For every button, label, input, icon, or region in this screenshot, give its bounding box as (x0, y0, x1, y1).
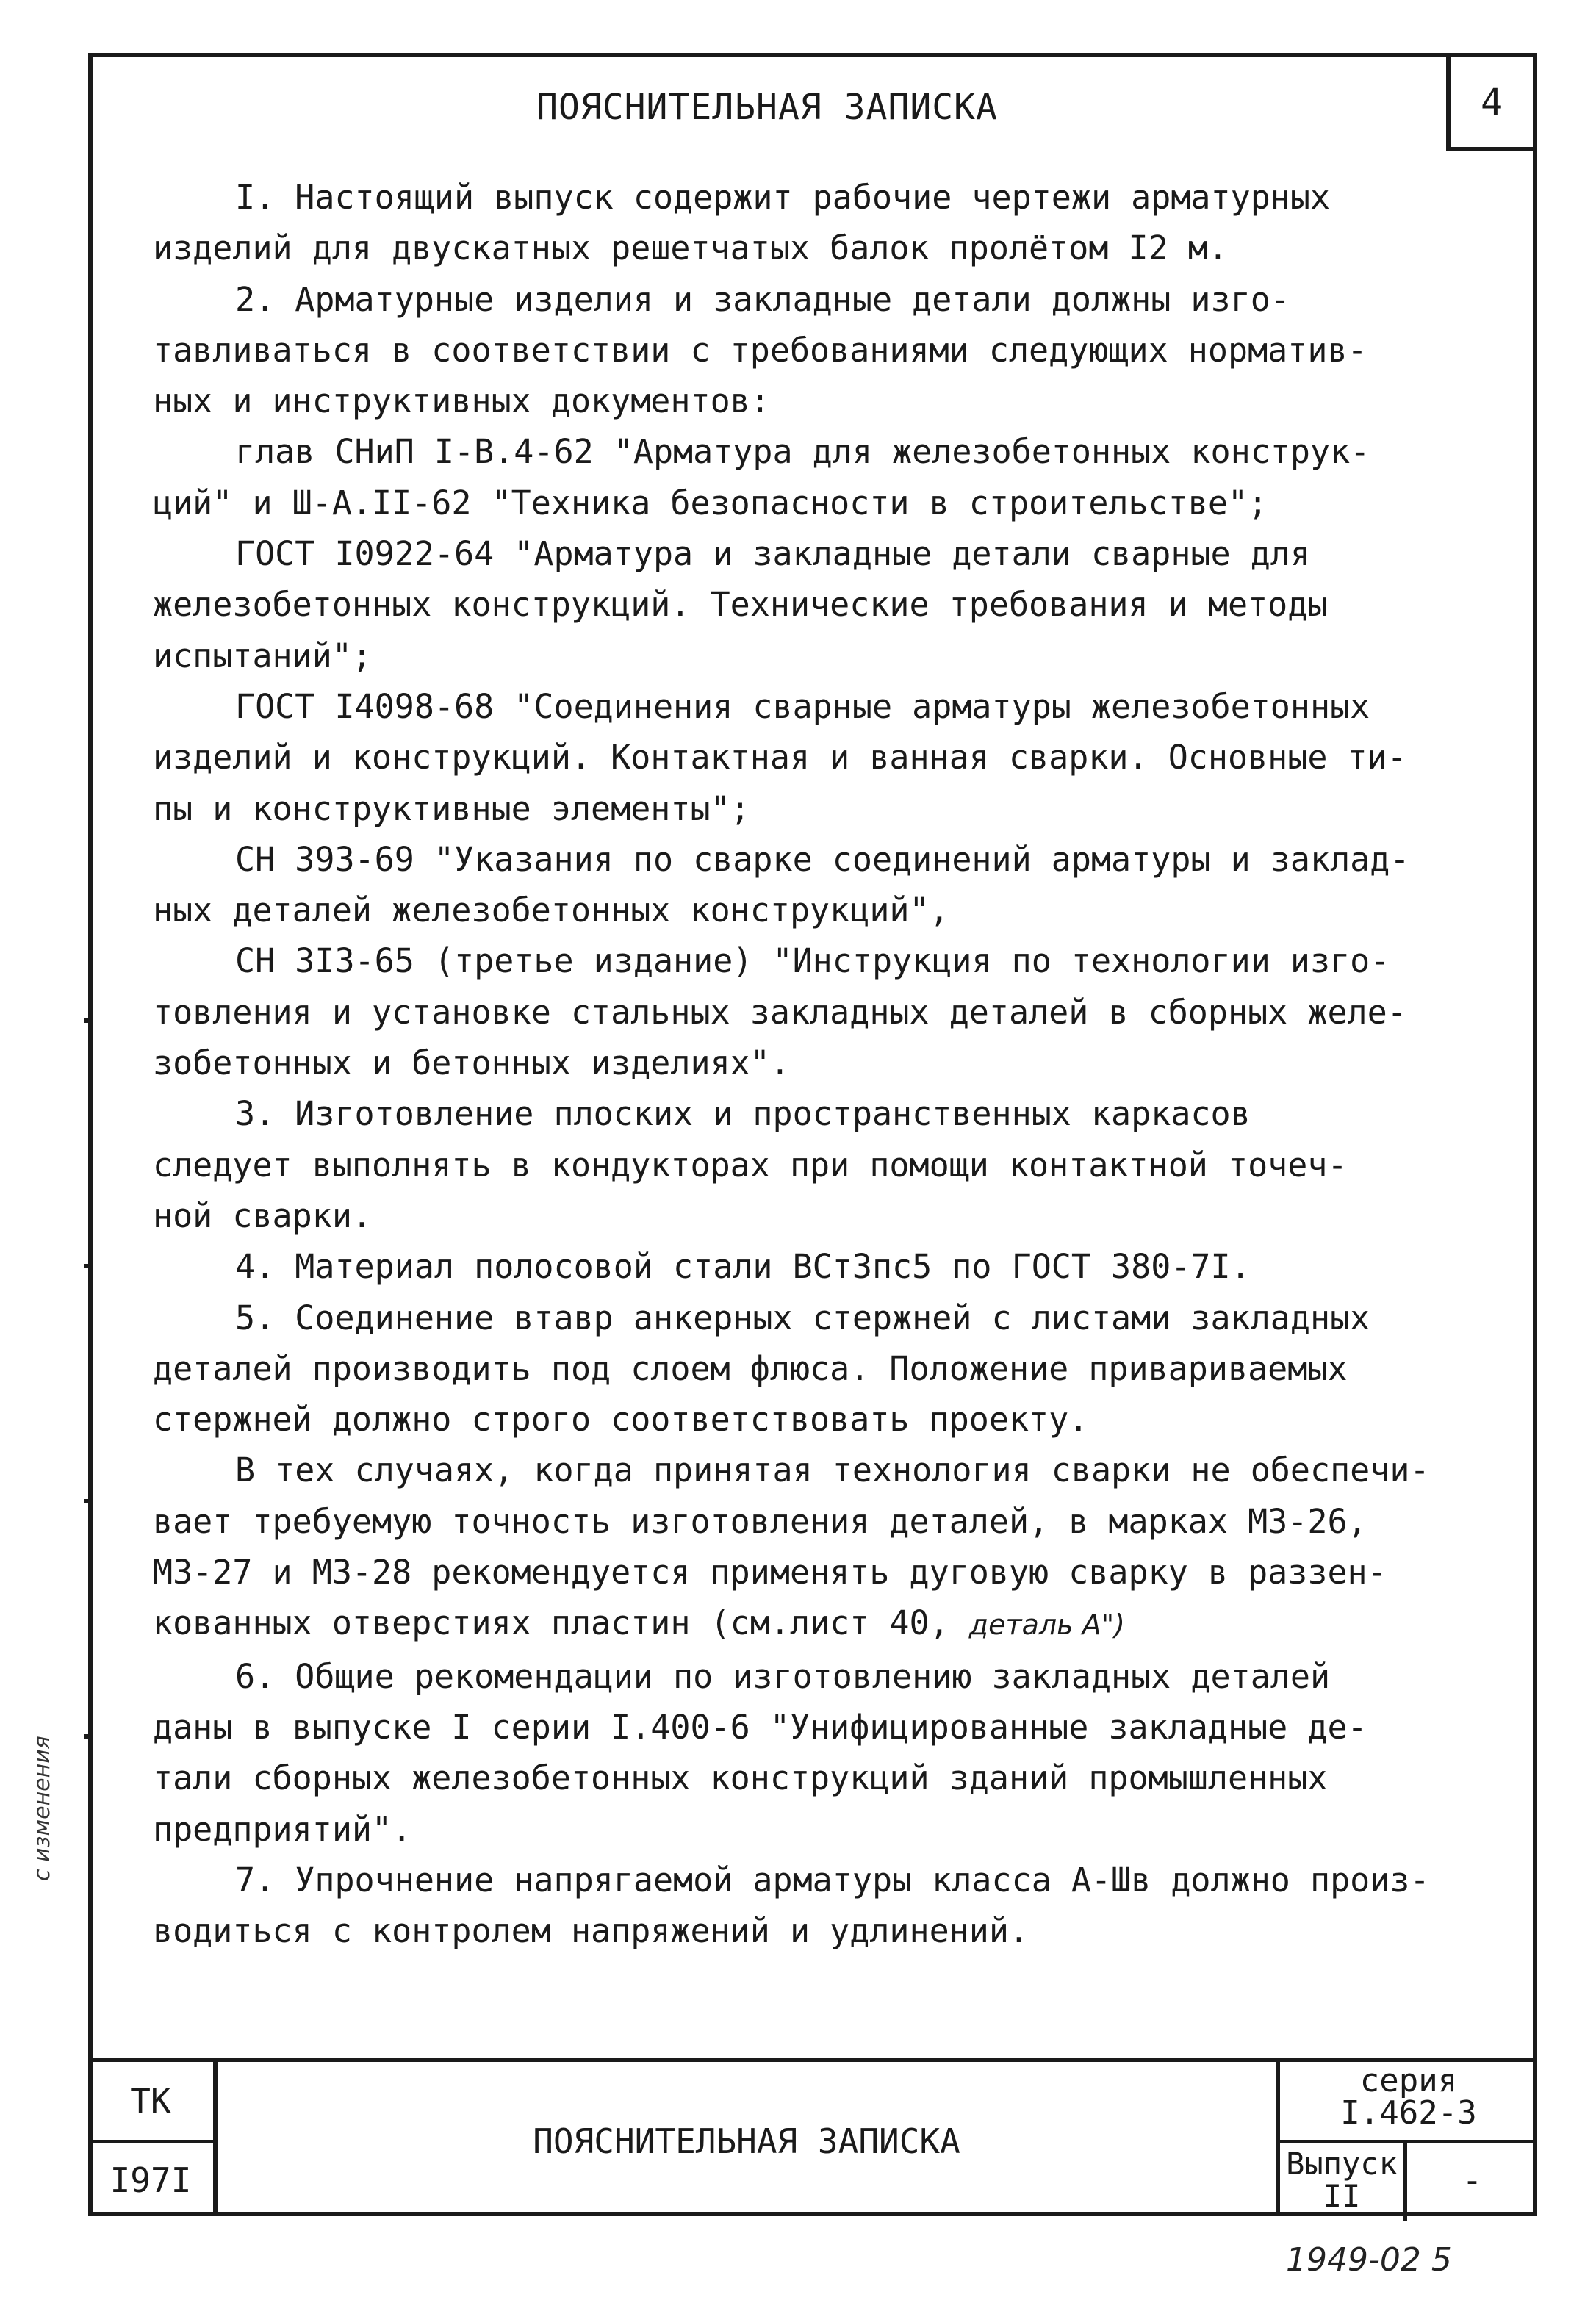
stamp-title: ПОЯСНИТЕЛЬНАЯ ЗАПИСКА (533, 2121, 960, 2161)
text-line: тали сборных железобетонных конструкций зданий промышленных (153, 1758, 1328, 1798)
text-line: следует выполнять в кондукторах при помощи контактной точеч- (153, 1145, 1348, 1185)
margin-handwritten-note: с изменения (29, 1736, 55, 1881)
text-line: 4. Материал полосовой стали ВСт3пс5 по ГОСТ 380-7I. (235, 1247, 1251, 1287)
margin-tick (84, 1499, 91, 1503)
text-line: МЗ-27 и МЗ-28 рекомендуется применять дуговую сварку в раззен- (153, 1553, 1387, 1592)
handwritten-code: 1949-02 5 (1286, 2241, 1452, 2279)
margin-tick (84, 1734, 91, 1739)
text-line: ных деталей железобетонных конструкций", (153, 891, 949, 930)
margin-tick (84, 1018, 91, 1023)
text-line: стержней должно строго соответствовать проекту. (153, 1400, 1089, 1440)
text-line: водиться с контролем напряжений и удлинений. (153, 1911, 1029, 1951)
title-block (88, 2058, 1537, 2216)
text-line: испытаний"; (153, 636, 373, 675)
handwritten-insert: деталь А") (968, 1609, 1125, 1642)
text-line: изделий для двускатных решетчатых балок пролётом I2 м. (153, 229, 1228, 268)
stamp-sheet: - (1462, 2160, 1483, 2200)
stamp-series (1280, 2062, 1537, 2140)
text-line: ГОСТ I0922-64 "Арматура и закладные детали сварные для (235, 534, 1310, 574)
text-line: 6. Общие рекомендации по изготовлению закладных деталей (235, 1656, 1331, 1696)
text-line: тавливаться в соответствии с требованиями следующих норматив- (153, 330, 1367, 370)
text-line: железобетонных конструкций. Технические требования и методы (153, 585, 1328, 625)
text-line: ных и инструктивных документов: (153, 381, 770, 421)
series-label: серия (1359, 2062, 1458, 2099)
text-line: зобетонных и бетонных изделиях". (153, 1043, 790, 1083)
stamp-org: ТК (130, 2081, 171, 2121)
text-line: 2. Арматурные изделия и закладные детали должны изго- (235, 279, 1290, 319)
text-line: В тех случаях, когда принятая технология сварки не обеспечи- (235, 1451, 1430, 1490)
text-line-main: кованных отверстиях пластин (см.лист 40, (153, 1603, 949, 1643)
issue-value: II (1323, 2178, 1361, 2214)
text-line: ной сварки. (153, 1196, 373, 1235)
text-line: даны в выпуске I серии I.400-6 "Унифицированные закладные де- (153, 1707, 1367, 1747)
text-line: товления и установке стальных закладных деталей в сборных желе- (153, 992, 1407, 1032)
stamp-issue (1280, 2143, 1403, 2217)
margin-tick (84, 1264, 91, 1268)
page-number: 4 (1446, 53, 1537, 151)
text-line: ций" и Ш-А.II-62 "Техника безопасности в строительстве"; (153, 483, 1268, 522)
series-value: I.462-3 (1340, 2094, 1477, 2132)
text-line: деталей производить под слоем флюса. Положение привариваемых (153, 1348, 1348, 1388)
text-line: СН 393-69 "Указания по сварке соединений арматуры и заклад- (235, 839, 1410, 879)
explanatory-note-body (153, 172, 1498, 1956)
text-line: предприятий". (153, 1809, 412, 1849)
text-line: изделий и конструкций. Контактная и ванная сварки. Основные ти- (153, 738, 1407, 777)
text-line (153, 1598, 1498, 1650)
text-line: вает требуемую точность изготовления деталей, в марках МЗ-26, (153, 1501, 1367, 1541)
text-line: 3. Изготовление плоских и пространственных каркасов (235, 1094, 1251, 1134)
text-line: 7. Упрочнение напрягаемой арматуры класса А-Шв должно произ- (235, 1860, 1430, 1900)
issue-label: Выпуск (1286, 2146, 1398, 2182)
text-line: I. Настоящий выпуск содержит рабочие чертежи арматурных (235, 178, 1331, 217)
text-line: СН 3I3-65 (третье издание) "Инструкция по технологии изго- (235, 941, 1390, 981)
page-title: ПОЯСНИТЕЛЬНАЯ ЗАПИСКА (536, 87, 998, 128)
stamp-year: I97I (109, 2160, 192, 2200)
text-line: 5. Соединение втавр анкерных стержней с листами закладных (235, 1298, 1370, 1337)
text-line: глав СНиП I-В.4-62 "Арматура для железобетонных конструк- (235, 432, 1370, 472)
text-line: пы и конструктивные элементы"; (153, 788, 750, 828)
text-line: ГОСТ I4098-68 "Соединения сварные арматуры железобетонных (235, 686, 1370, 726)
